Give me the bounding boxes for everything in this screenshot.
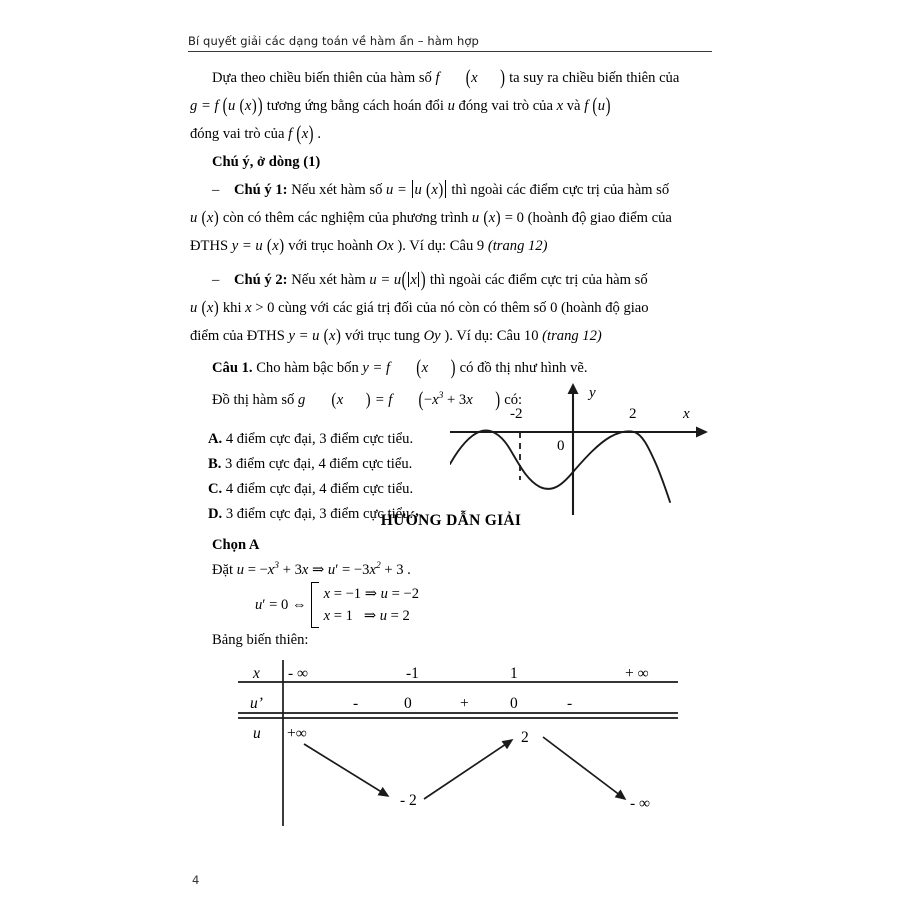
y-axis-label: y	[589, 385, 596, 401]
u-value-two: 2	[521, 729, 529, 746]
choice-c-label: C.	[208, 481, 223, 497]
note-2-text-d: điểm của ĐTHS	[190, 328, 285, 344]
p1-text-va: và	[566, 98, 581, 114]
chu-y-heading: Chú ý, ở dòng (1)	[212, 154, 321, 170]
question-math-yfx: y = f (x )	[362, 356, 456, 380]
question-text-a: Cho hàm bậc bốn	[256, 360, 359, 376]
row-label-u: u	[253, 725, 261, 742]
x-value-neg-one: -1	[406, 665, 419, 682]
system-row-2: x = 1 ⇒ u = 2	[323, 608, 410, 624]
question-text-d: có:	[504, 391, 523, 408]
choice-c-text: 4 điểm cực đại, 4 điểm cực tiểu.	[225, 481, 414, 497]
note-2-text-f: ). Ví dụ: Câu 10	[444, 328, 539, 344]
row-label-u-prime: u’	[250, 695, 263, 712]
x-axis-arrowhead	[696, 427, 708, 438]
question-text-b: có đồ thị như hình vẽ.	[459, 360, 588, 376]
p1-text-a: Dựa theo chiều biến thiên của hàm số	[212, 70, 432, 86]
body-content	[190, 64, 712, 414]
note-1-math-abs-u: u = u (x)	[386, 182, 448, 198]
note-2-line-3	[190, 322, 712, 350]
note-1-line-1	[190, 176, 712, 204]
choice-b-text: 3 điểm cực đại, 4 điểm cực tiểu.	[225, 456, 413, 472]
p1-text-b: ta suy ra chiều biến thiên của	[509, 70, 680, 86]
note-2-math-xgt0: x > 0	[245, 300, 275, 316]
p1-math-fx: f (x )	[435, 66, 505, 90]
note-2-ref: (trang 12)	[542, 328, 602, 344]
page-header	[188, 34, 712, 52]
note-2-math-yux: y = u (x)	[288, 326, 341, 346]
graph-figure	[450, 380, 715, 520]
uprime-sign-1: -	[353, 695, 359, 712]
note-2-text-e: với trục tung	[344, 328, 420, 344]
p1-text-c: tương ứng bằng cách hoán đổi	[266, 98, 444, 114]
x-value-one: 1	[510, 665, 518, 682]
x-value-neg-inf: - ∞	[288, 665, 309, 682]
choice-b-label: B.	[208, 456, 222, 472]
tick-label-minus-two: -2	[510, 406, 523, 422]
variation-table-svg	[238, 660, 678, 830]
note-1-text-d: (hoành độ giao điểm của	[527, 210, 672, 226]
note-1-text-g: ). Ví dụ: Câu 9	[397, 238, 485, 254]
p1-math-gfux: g = f (u (x))	[190, 94, 263, 118]
row-label-x: x	[253, 665, 260, 682]
note-2-math-oy: Oy	[423, 328, 441, 344]
note-2-text-c: cùng với các giá trị đối của nó còn có thêm số 0 (hoành độ giao	[278, 300, 649, 316]
question-text-c: Đồ thị hàm số	[212, 391, 295, 408]
note-1-ref: (trang 12)	[487, 238, 548, 254]
arrow-increasing	[424, 740, 512, 799]
uprime-sign-2: +	[460, 695, 469, 712]
note-1-text-a: Nếu xét hàm số	[291, 182, 383, 198]
note-2-line-2	[190, 294, 712, 322]
uprime-zero-1: 0	[404, 695, 412, 712]
x-value-pos-inf: + ∞	[625, 665, 649, 682]
origin-label: 0	[557, 438, 565, 454]
u-value-neg-inf: - ∞	[630, 795, 651, 812]
variation-table-caption: Bảng biến thiên:	[212, 632, 309, 648]
note-2-text-khi: khi	[222, 300, 242, 316]
variation-table	[238, 660, 678, 830]
question-line-1	[190, 354, 712, 382]
choice-d-label: D.	[208, 506, 223, 522]
dash-bullet-2: –	[212, 272, 220, 288]
system-bracket	[311, 582, 319, 628]
u-value-neg-two: - 2	[400, 792, 417, 809]
note-2-line-1	[190, 266, 712, 294]
system-head: u′ = 0 ⇔	[255, 596, 307, 613]
note-1-math-ux: u (x)	[190, 208, 219, 228]
paragraph-1-line-3	[190, 120, 712, 148]
running-title: Bí quyết giải các dạng toán về hàm ẩn – hàm hợp	[188, 34, 479, 48]
p1-math-fu: f (u)	[584, 94, 611, 118]
note-1-math-ox: Ox	[376, 238, 394, 254]
p1-text-e: đóng vai trò của	[190, 126, 285, 142]
guide-title: HƯỚNG DẪN GIẢI	[380, 512, 522, 529]
note-2-text-a: Nếu xét hàm	[291, 272, 366, 288]
page-number: 4	[192, 873, 200, 887]
note-1-text-e: ĐTHS	[190, 238, 229, 254]
p1-math-u: u	[447, 98, 455, 114]
choice-b[interactable]	[208, 452, 468, 477]
uprime-zero-2: 0	[510, 695, 518, 712]
note-1-label: Chú ý 1:	[234, 182, 288, 198]
note-2-math-u-abs-x: u = u( x )	[369, 268, 426, 292]
arrow-decreasing-1	[304, 744, 388, 796]
note-1-text-c: còn có thêm các nghiệm của phương trình	[222, 210, 469, 226]
graph-svg	[450, 380, 715, 520]
p1-text-d: đóng vai trò của	[458, 98, 553, 114]
p1-math-x: x	[556, 98, 564, 114]
question-label: Câu 1.	[212, 360, 253, 376]
arrow-decreasing-2	[543, 737, 625, 799]
uprime-sign-3: -	[567, 695, 573, 712]
p1-math-fx2: f (x) .	[288, 122, 322, 146]
x-axis-label: x	[683, 406, 690, 422]
derivative-system	[255, 582, 419, 628]
system-row-1: x = −1 ⇒ u = −2	[323, 586, 420, 602]
u-value-pos-inf: +∞	[287, 725, 307, 742]
note-1-text-b: thì ngoài các điểm cực trị của hàm số	[451, 182, 670, 198]
note-1-math-ux-zero: u (x) = 0	[471, 208, 524, 228]
tick-label-two: 2	[629, 406, 637, 422]
dat-math: $u = -x^3 + 3x$ ⇒ $u' = -3x^2 + 3$ .	[236, 561, 411, 578]
choice-c[interactable]	[208, 477, 468, 502]
y-axis-arrowhead	[568, 383, 579, 394]
note-1-line-3	[190, 232, 712, 260]
choice-a-label: A.	[208, 431, 223, 447]
substitution-line	[212, 561, 411, 579]
choice-a-text: 4 điểm cực đại, 3 điểm cực tiểu.	[225, 431, 414, 447]
chosen-answer: Chọn A	[212, 537, 260, 553]
header-rule	[188, 51, 712, 52]
dat-label: Đặt	[212, 562, 234, 578]
dash-bullet-1: –	[212, 182, 220, 198]
question-math-gx: g (x ) = f ($-x^3 + 3x$ )	[297, 388, 501, 412]
note-1-math-yux: y = u (x)	[231, 236, 285, 256]
choice-d-text: 3 điểm cực đại, 3 điểm cực tiểu.	[225, 506, 414, 522]
note-1-text-f: với trục hoành	[288, 238, 373, 254]
paragraph-1-line-1	[190, 64, 712, 92]
note-2-text-b: thì ngoài các điểm cực trị của hàm số	[429, 272, 648, 288]
note-2-math-ux: u (x)	[190, 298, 219, 318]
choice-a[interactable]	[208, 427, 468, 452]
note-2-label: Chú ý 2:	[234, 272, 288, 288]
